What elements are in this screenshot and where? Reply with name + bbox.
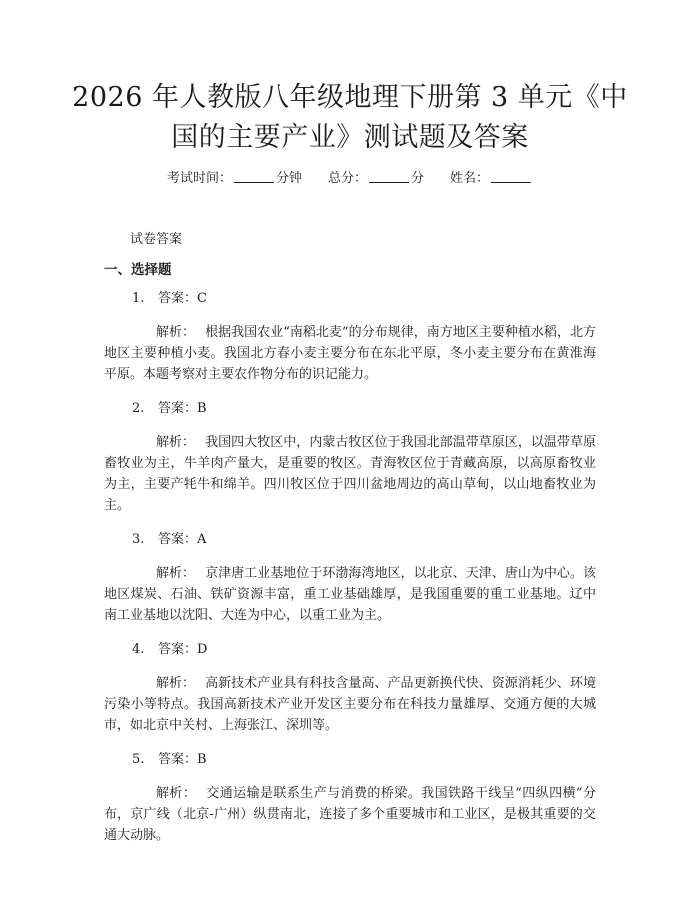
name-blank — [491, 170, 531, 183]
analysis-text — [104, 432, 596, 516]
paper-answers-label: 试卷答案 — [130, 232, 183, 247]
analysis-label: 解析： — [156, 325, 196, 340]
exam-info — [0, 170, 700, 188]
section-title: 一、选择题 — [104, 262, 172, 278]
name-label: 姓名： — [450, 171, 490, 186]
question-number: 5. — [132, 752, 145, 767]
answer-value: 答案：C — [158, 291, 207, 306]
time-unit: 分钟 — [275, 171, 302, 186]
analysis-body: 我国四大牧区中，内蒙古牧区位于我国北部温带草原区，以温带草原畜牧业为主，牛羊肉产量大，是重要的牧区。青海牧区位于青藏高原，以高原畜牧业为主，主要产牦牛和绵羊。四川牧区位于四川盆地周边的高山草甸，以山地畜牧业为主。 — [104, 435, 596, 513]
answer-value: 答案：B — [158, 401, 207, 416]
analysis-label: 解析： — [156, 435, 196, 450]
document-title — [70, 78, 630, 158]
score-blank — [369, 170, 409, 183]
answer-value: 答案：B — [158, 752, 207, 767]
analysis-label: 解析： — [156, 566, 196, 581]
answer-item — [104, 400, 596, 516]
analysis-text — [104, 673, 596, 736]
answer-value: 答案：A — [158, 532, 207, 547]
analysis-label: 解析： — [156, 676, 196, 691]
analysis-label: 解析： — [156, 786, 197, 801]
title-line-1: 2026 年人教版八年级地理下册第 3 单元《中 — [72, 82, 628, 113]
analysis-text — [104, 322, 596, 385]
answer-item — [104, 751, 596, 846]
answer-line — [104, 751, 596, 769]
answer-item — [104, 531, 596, 626]
analysis-body: 交通运输是联系生产与消费的桥梁。我国铁路干线呈“四纵四横”分布，京广线（北京-广州）纵贯南北，连接了多个重要城市和工业区，是极其重要的交通大动脉。 — [104, 786, 596, 843]
answer-list — [104, 290, 596, 846]
answer-item — [104, 290, 596, 385]
answer-line — [104, 400, 596, 418]
question-number: 3. — [132, 532, 145, 547]
analysis-body: 根据我国农业“南稻北麦”的分布规律，南方地区主要种植水稻，北方地区主要种植小麦。我国北方春小麦主要分布在东北平原，冬小麦主要分布在黄淮海平原。本题考察对主要农作物分布的识记能力。 — [104, 325, 596, 382]
answer-line — [104, 641, 596, 659]
answer-line — [104, 290, 596, 308]
analysis-text — [104, 783, 596, 846]
question-number: 1. — [132, 291, 145, 306]
answer-line — [104, 531, 596, 549]
score-label: 总分： — [327, 171, 367, 186]
answer-value: 答案：D — [158, 642, 208, 657]
question-number: 4. — [132, 642, 145, 657]
analysis-body: 高新技术产业具有科技含量高、产品更新换代快、资源消耗少、环境污染小等特点。我国高新技术产业开发区主要分布在科技力量雄厚、交通方便的大城市，如北京中关村、上海张江、深圳等。 — [104, 676, 596, 733]
title-line-2: 国的主要产业》测试题及答案 — [171, 122, 529, 153]
time-blank — [234, 170, 274, 183]
score-unit: 分 — [411, 171, 425, 186]
time-label: 考试时间： — [166, 171, 232, 186]
question-number: 2. — [132, 401, 145, 416]
answer-item — [104, 641, 596, 736]
analysis-text — [104, 563, 596, 626]
analysis-body: 京津唐工业基地位于环渤海湾地区，以北京、天津、唐山为中心。该地区煤炭、石油、铁矿资源丰富，重工业基础雄厚，是我国重要的重工业基地。辽中南工业基地以沈阳、大连为中心，以重工业为主。 — [104, 566, 596, 623]
